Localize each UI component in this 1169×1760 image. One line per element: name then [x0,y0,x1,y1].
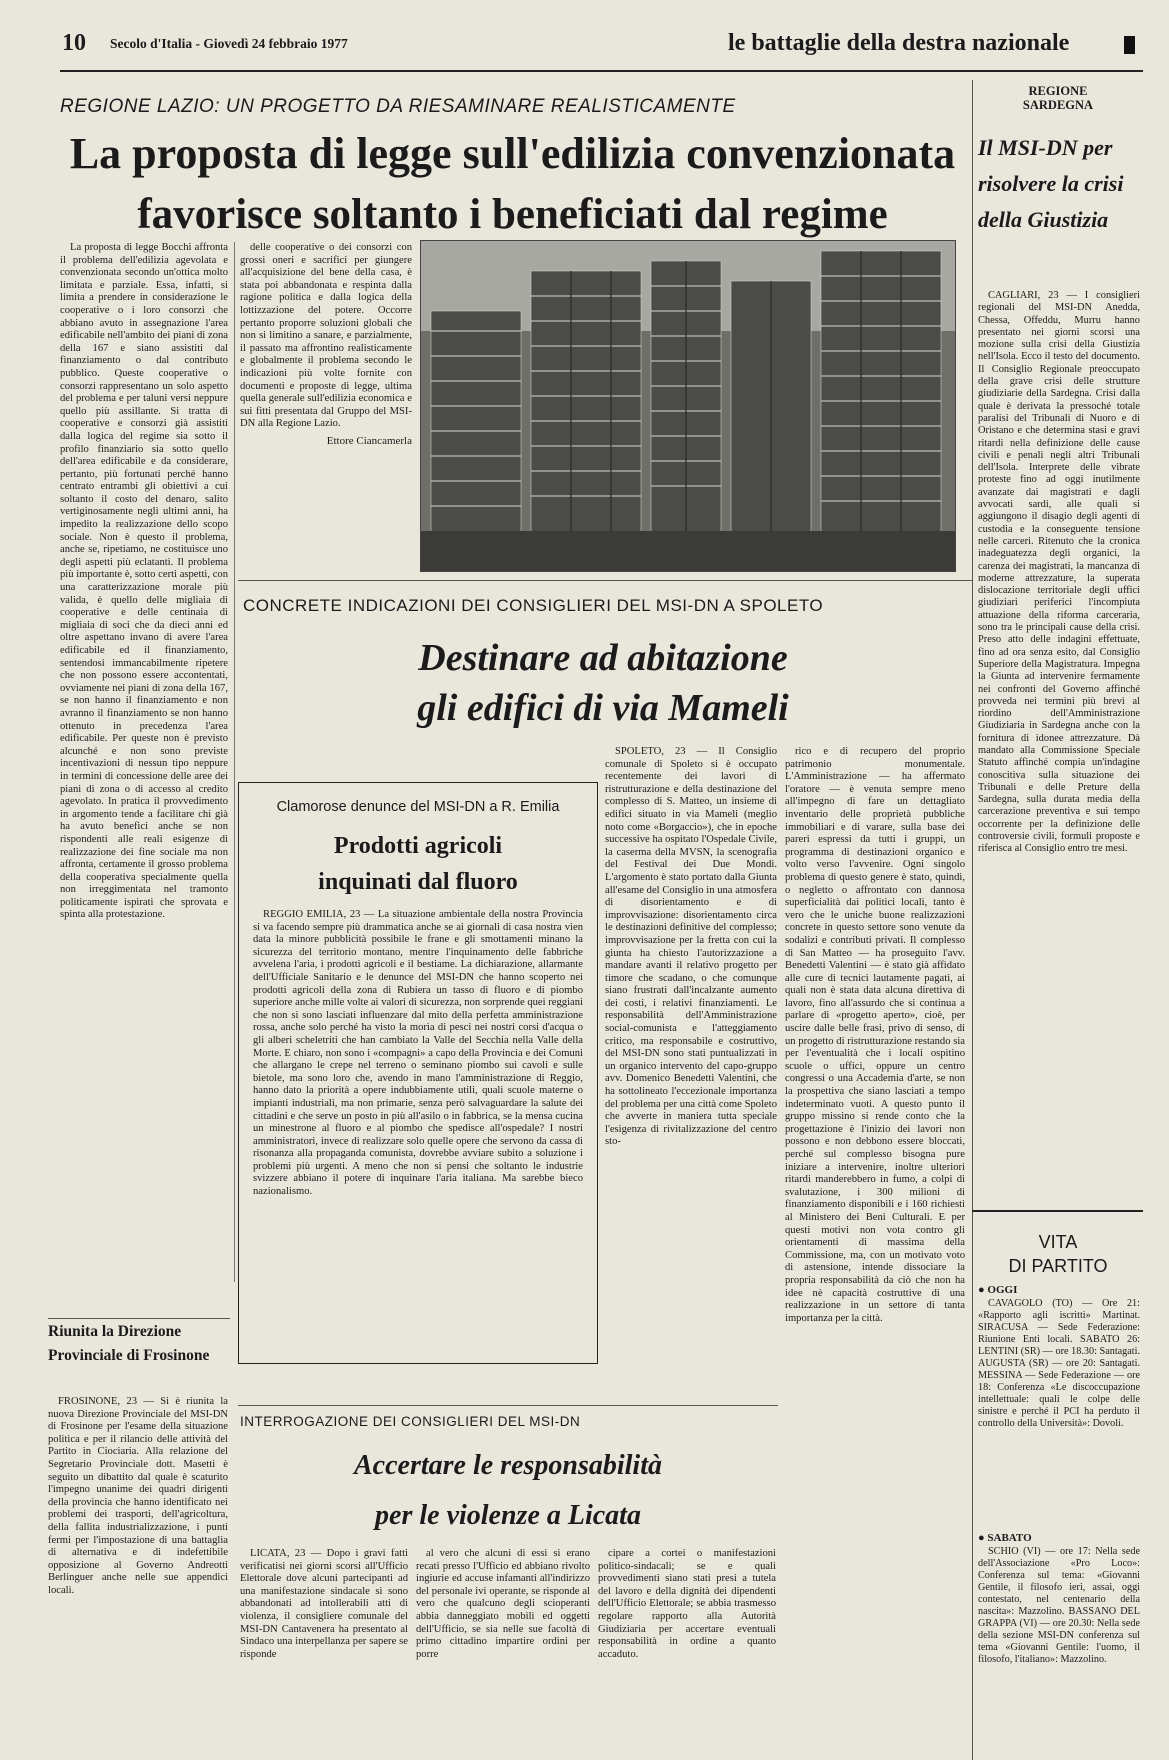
reggio-headline-1: Prodotti agricoli [333,833,503,859]
licata-column-2 [416,1548,590,1748]
reggio-kicker: Clamorose denunce del MSI-DN a R. Emilia [276,799,560,815]
reggio-text: REGGIO EMILIA, 23 — La situazione ambientale della nostra Provincia si va facendo sempre più drammatica anche se ai giornali di casa nostra vien data la minore pubblicità possibile le frane e gli smottamenti minano la sicurezza del territorio montano, mentre l'inquinamento delle fabbriche avvelena l'aria, i prodotti agricoli e il bestiame. La dichiarazione, allarmante dell'Ufficiale Sanitario e le denunce del MSI-DN che hanno scoperto nei prodotti agricoli della zona di Rubiera un tasso di fluoro e di piombo superiore anche mille volte ai valori di sicurezza, non sorprende quei reggiani che non si sono lasciati influenzare dal mito della perfetta amministrazione rossa, anche solo perché ha visto la morìa di pesci nei nostri corsi d'acqua o gli alberi scheletriti che han cambiato la Valle del Secchia nella Valle della Morte. E chiaro, non sono i «compagni» a capo della Provincia e dei Comuni che allargano le crepe nel terreno o seminano piombo sui cavoli e sulle bietole, ma sono loro che, avendo in mano l'amministrazione di Reggio, hanno dato la priorità a opere indubbiamente utili, quali scuole materne o impianti industriali, ma non primarie, senza però salvaguardare la salute dei cittadini e che serve un posto in più all'asilo o in fabbrica, se la mensa cucina un minestrone al fluoro e al piombo che spedisce all'ospedale? I nostri amministratori, invece di realizzare solo quelle opere che servono da cassa di risonanza alla propaganda comunista, dovrebbe avviare subito a soluzione i problemi più urgenti. A meno che non si pensi che soltanto le industrie svizzere abbiano il potere di inquinare l'aria italiana. Ma sarebbe bieco nazionalismo. [253,909,583,1198]
frosinone-headline: Riunita la Direzione Provinciale di Frosinone [48,1323,210,1364]
vita-sabato-label [978,1532,1032,1544]
building-photo [420,240,956,572]
vita-oggi-text: CAVAGOLO (TO) — Ore 21: «Rapporto agli iscritti» Martinat. SIRACUSA — Sede Federazione: Riunione Enti locali. SABATO 26: LENTINI (SR) — ore 18.30: Santagati. AUGUSTA (SR) — ore 20: Santagati. MESSINA — Sede Federazione — ore 18: Conferenza «Le discoccupazione intellettuale: quali le colpe delle sinistre e perché il PCI ha perduto il controllo della Università»: Dovoli. [978,1298,1140,1429]
licata-kicker: INTERROGAZIONE DEI CONSIGLIERI DEL MSI-DN [240,1414,581,1429]
page-header [60,30,1140,70]
spoleto-col1-text: SPOLETO, 23 — Il Consiglio comunale di Spoleto si è occupato recentemente dei lavori di ristrutturazione e della destinazione del complesso di S. Matteo, un insieme di edifici situato in via Mameli (meglio noto come «Borgaccio»), che in epoche successive ha ospitato l'Ospedale Civile, la caserma della MVSN, la scenografia del Festival dei Due Mondi. L'argomento è stato portato dalla Giunta all'esame del Consiglio in una atmosfera di disorientamento e di improvvisazione: disorientamento circa le destinazioni definitive del complesso; improvvisazione per la fretta con cui la giunta ha chiesto l'autorizzazione a mandare avanti il relativo progetto per timore che scadano, o che comunque siano frustrati dall'incalzante aumento dei costi, i relativi finanziamenti. Le responsabilità dell'Amministrazione social-comunista e l'atteggiamento critico, ma responsabile e costruttivo, del MSI-DN sono stati puntualizzati in un organico intervento del capo-gruppo avv. Domenico Benedetti Valentini, che ha sottolineato l'eccezionale importanza del problema per una città come Spoleto che avverte in maniera tutta speciale l'esigenza di rivitalizzazione del centro sto- [605,746,777,1148]
licata-headline-1: Accertare le responsabilità [354,1450,662,1481]
reggio-body [253,909,583,1357]
lead-column-2 [240,242,412,542]
lead-column-1 [60,242,228,1286]
sardegna-region: REGIONE SARDEGNA [1022,84,1094,112]
spoleto-column-1 [605,746,777,1362]
lead-col2-text: delle cooperative o dei consorzi con grossi oneri e sacrifici per giungere all'acquisizione del bene della casa, è stata poi abbandonata e respinta dalla ragione politica e dalla logica della lottizzazione del potere. Occorre pertanto proporre soluzioni globali che non si limitino a sanare, e parzialmente, il passato ma affrontino realisticamente e globalmente il problema secondo le indicazioni più volte fornite con documenti e proposte di legge, ultima quella generale sull'edilizia economica e sui fitti presentata dal Gruppo del MSI-DN alla Regione Lazio. [240,242,412,430]
vita-title-2: DI PARTITO [1008,1256,1108,1276]
sidebar-divider [972,80,973,1760]
sardegna-body [978,290,1140,1130]
vita-title-1: VITA [1038,1232,1078,1252]
section-title: le battaglie della destra nazionale [728,30,1070,56]
lead-col-divider [234,242,235,1282]
masthead-date: Secolo d'Italia - Giovedì 24 febbraio 1977 [110,36,348,51]
vita-sabato-text: SCHIO (VI) — ore 17: Nella sede dell'Associazione «Pro Loco»: Conferenza sul tema: «Giovanni Gentile, il filosofo ieri, assai, oggi contestato, nel centenario della nascita»: Mazzolino. BASSANO DEL GRAPPA (VI) — ore 20.30: Nella sede della sezione MSI-DN conferenza sul tema «Giovanni Gentile: l'uomo, il filosofo, l'italiano»: Mazzolino. [978,1546,1140,1665]
spoleto-column-2 [785,746,965,1750]
page-number: 10 [62,30,86,56]
vita-oggi-label [978,1284,1017,1296]
licata-column-3 [598,1548,776,1748]
lead-kicker: REGIONE LAZIO: UN PROGETTO DA RIESAMINARE REALISTICAMENTE [60,96,736,117]
licata-headline-2: per le violenze a Licata [375,1500,641,1531]
vita-sabato: SABATO [987,1532,1032,1544]
reggio-headline-2: inquinati dal fluoro [318,869,518,895]
sardegna-headline: Il MSI-DN per risolvere la crisi della Giustizia [978,135,1124,232]
frosinone-text: FROSINONE, 23 — Si è riunita la nuova Direzione Provinciale del MSI-DN di Frosinone per l'esame della situazione politica e per il rilancio delle attività del Partito in Ciociaria. Alla relazione del Segretario Provinciale dott. Masetti è seguito un dibattito dal quale è scaturito l'impegno unanime dei quadri dirigenti della provincia che hanno identificato nei problemi dei trasporti, dell'agricoltura, della fallita industrializzazione, i punti fermi per l'impostazione di una battaglia di alternativa e di indefettibile opposizione al Governo Andreotti Berlinguer anche nelle sue appendici locali. [48,1396,228,1596]
licata-col3-text: cipare a cortei o manifestazioni politico-sindacali; se e quali provvedimenti siano stati presi a tutela del lavoro e della dignità dei dipendenti dell'Ufficio Elettorale; se abbia trasmesso regolare rapporto alla Autorità Giudiziaria per accertare eventuali responsabilità in ordine a quanto accaduto. [598,1548,776,1660]
spoleto-top-rule [238,580,972,581]
bullet-icon: ● [978,1284,988,1296]
sardegna-text: CAGLIARI, 23 — I consiglieri regionali del MSI-DN Anedda, Chessa, Offeddu, Murru hanno presentato nei giorni scorsi una mozione sulla crisi della Giustizia nell'Isola. Ecco il testo del documento. Il Consiglio Regionale preoccupato della grave crisi delle strutture giudiziarie della Sardegna. Crisi dalla quale è derivata la pressoché totale paralisi del Tribunali di Nuoro e di Oristano e che determina stasi e gravi ritardi nella definizione delle cause civili e penali negli altri Tribunali dell'Isola. Interprete delle vibrate proteste fino ad oggi inutilmente avanzate dai magistrati e dagli avvocati sardi, alle quali si aggiungono il disagio degli agenti di custodia e la conseguente tensione nelle carceri. Ritenuto che la cronica inadeguatezza degli organici, la carenza dei magistrati, la mancanza di moderne attrezzature, la superata dislocazione territoriale degli uffici giudiziari periferici l'incompiuta attuazione della riforma carceraria, sono tra le principali cause della crisi. Preso atto delle indagini effettuate, fino ad ora senza esito, dal Consiglio Superiore della Magistratura. Impegna la Giunta ad intervenire fermamente nei confronti del Governo affinché provveda nei termini più brevi al riordino dell'Amministrazione Giudiziaria in Sardegna anche con la fornitura di idonee attrezzature. Dà mandato alla Commissione Speciale Statuto affinché compia un'indagine conoscitiva sulla situazione dei Tribunali e delle Preture della Sardegna, sulla durata media della carcerazione preventiva e sui tempo occorrente per la definizione delle controversie civili, formuli proposte e riferisca al Consiglio entro tre mesi. [978,290,1140,855]
section-marker [1124,36,1135,54]
licata-col1-text: LICATA, 23 — Dopo i gravi fatti verificatisi nei giorni scorsi all'Ufficio Elettorale dove alcuni partecipanti ad una manifestazione sindacale si sono abbandonati ad intollerabili atti di violenza, il consigliere comunale del MSI-DN Cantavenera ha presentato al Sindaco una interpellanza per sapere se risponde [240,1548,408,1660]
lead-headline-1: La proposta di legge sull'edilizia convenzionata [69,129,956,178]
reggio-box [238,782,598,1364]
spoleto-headline-2: gli edifici di via Mameli [417,687,789,729]
bullet-icon: ● [978,1532,988,1544]
vita-sabato-body [978,1546,1140,1750]
header-rule [60,70,1143,72]
licata-rule [238,1405,778,1406]
spoleto-headline-1: Destinare ad abitazione [418,637,788,679]
licata-col2-text: al vero che alcuni di essi si erano recati presso l'Ufficio ed abbiano rivolto ingiurie ed accuse infamanti all'indirizzo del personale ivi operante, se risponde al vero che qualcuno degli scioperanti abbia danneggiato mobili ed oggetti dell'Ufficio, se sia nelle sue facoltà di primo cittadino impartire ordini per porre [416,1548,590,1660]
spoleto-col2-text: rico e di recupero del proprio patrimonio monumentale. L'Amministrazione — ha affermato l'oratore — è venuta sempre meno all'impegno di fare un dettagliato inventario delle proprietà pubbliche immobiliari e di varare, sulla base dei pareri espressi da tutti i gruppi, un programma di destinazioni organico e volto verso l'avvenire. Ogni singolo problema di questo genere è stato, quindi, o negletto o affrontato con dannosa superficialità dai politici locali, tanto è vero che le uniche buone realizzazioni concrete in questo settore sono venute da sodalizi e contributi privati. Il complesso di San Matteo — ha proseguito l'avv. Benedetti Valentini — è stato già affidato alle cure di tecnici lautamente pagati, ai quali non è stata data alcuna direttiva di lavoro, fino all'assurdo che si continua a parlare di «progetto aperto», cioè, per uscire dalle belle frasi, privo di senso, di un progetto di ristrutturazione restando sia per l'eventualità che i locali ospitino scuole o uffici, oppure un centro congressi o una Accademia d'arte, se non la prospettiva che siano lasciati a tempo indeterminato vuoti. A questo punto il gruppo missino si rende conto che la progettazione è l'inizio dei lavori non possono e non debbono essere bloccati, perché sul complesso bisogna pure iniziare a intervenire, inoltre ulteriori ritardi manderebbero in fumo, a colpi di svalutazione, i 300 milioni di finanziamento disponibili e i 160 richiesti al Ministero dei Beni Culturali. E per questi motivi non vota contro gli orientamenti di massima della Commissione, ma, con un motivato voto di astensione, intende dissociare la propria responsabilità da ciò che non ha idee nè capacità costruttive di una realizzazione in un settore di tanta importanza per la città. [785,746,965,1324]
licata-column-1 [240,1548,408,1748]
building-illustration [421,241,955,571]
spoleto-kicker: CONCRETE INDICAZIONI DEI CONSIGLIERI DEL MSI-DN A SPOLETO [243,596,824,615]
frosinone-body [48,1396,228,1751]
vita-oggi: OGGI [987,1284,1018,1296]
frosinone-rule [48,1318,230,1319]
lead-author: Ettore Ciancamerla [326,434,412,447]
lead-headline-2: favorisce soltanto i beneficiati dal regime [137,191,888,238]
vita-oggi-body [978,1298,1140,1528]
vita-rule [972,1210,1143,1212]
lead-col1-text: La proposta di legge Bocchi affronta il problema dell'edilizia agevolata e convenzionata secondo un'ottica molto limitata e parziale. Essa, infatti, si limita a prendere in considerazione le cooperative o i loro consorzi che abbiano avuto in assegnazione l'area edificabile nell'ambito dei piani di zona della 167 e siano assistiti dal finanziamento o dal contributo pubblico. Queste cooperative o consorzi rappresentano un solo aspetto del problema e per taluni versi neppure quello più assillante. Si tratta di cooperative e consorzi già assistiti dalla logica del regime sia sotto il profilo finanziario sia sotto quello dell'area edificabile e da considerare, pertanto, più fortunati perché hanno centrato entrambi gli obiettivi a cui soltanto il costo del denaro, salito vertiginosamente negli ultimi anni, ha impedito la realizzazione dello scopo sociale. Non è questo il problema, anche se, ripetiamo, ne costituisce uno degli aspetti più eclatanti. Il problema più importante è, sotto certi aspetti, con una caratterizzazione morale più valida, è quello delle migliaia di cooperative e delle centinaia di migliaia di soci che da dieci anni ed oltre aspettano invano di avere l'area edificabile ed il finanziamento, sentendosi immancabilmente ripetere che non possono essere accontentati, ovviamente nei piani di zona della 167, se non hanno il finanziamento e non avranno il finanziamento se non hanno ottenuto in precedenza l'area edificabile. Per queste non è previsto alcunché e non sono previste incentivazioni di nessun tipo neppure in termini di concessione delle aree dei piani di zona o di accesso al credito agevolato. In pratica il provvedimento in argomento tende a facilitare chi già ha avuto benefici anche se non rispondenti alle reali esigenze di realizzazione dei fine sociale ma non affronta, certamente il grosso problema della cooperativa specialmente quella non irreggimentata nel tramonto politicamente ispirati che sprovata e spinta alla protestazione. [60,242,228,921]
